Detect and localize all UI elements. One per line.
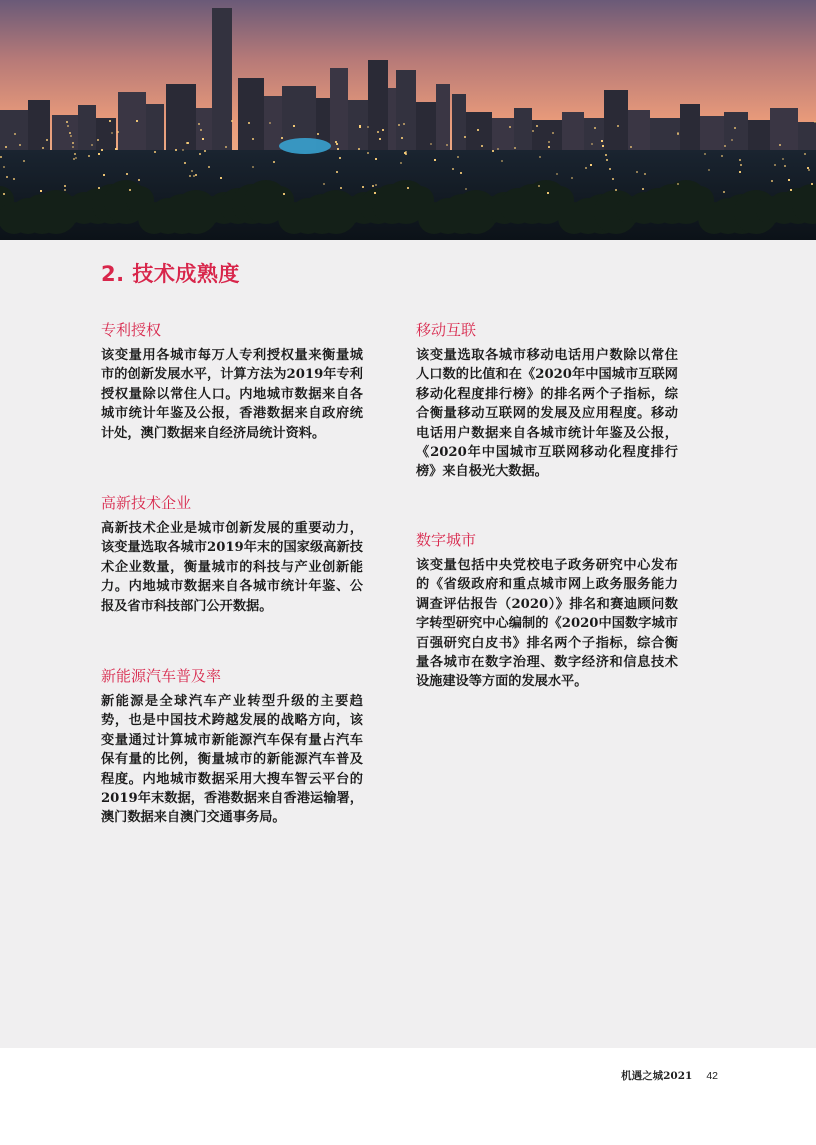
city-skyline-photo [0, 0, 816, 240]
heading-mobile: 移动互联 [416, 321, 477, 339]
heading-hightech: 高新技术企业 [101, 494, 192, 512]
right-block-mobile [416, 320, 678, 482]
page-footer [621, 1068, 718, 1083]
body-nev: 新能源是全球汽车产业转型升级的主要趋势，也是中国技术跨越发展的战略方向，该变量通过计算城市新能源汽车保有量占汽车保有量的比例，衡量城市的新能源汽车普及程度。内地城市数据采用大搜车智云平台的2019年末数据，香港数据来自香港运输署，澳门数据来自澳门交通事务局。 [101, 694, 363, 826]
body-patent: 该变量用各城市每万人专利授权量来衡量城市的创新发展水平，计算方法为2019年专利授权量除以常住人口。内地城市数据来自各城市统计年鉴及公报，香港数据来自政府统计处，澳门数据来自经济局统计资料。 [101, 348, 363, 441]
right-block-digital [416, 530, 678, 692]
heading-digital: 数字城市 [416, 531, 477, 549]
body-mobile: 该变量选取各城市移动电话用户数除以常住人口数的比值和在《2020年中国城市互联网移动化程度排行榜》的排名两个子指标，综合衡量移动互联网的发展及应用程度。移动电话用户数据来自各城市统计年鉴及公报，《2020年中国城市互联网移动化程度排行榜》来自极光大数据。 [416, 348, 678, 480]
body-digital: 该变量包括中央党校电子政务研究中心发布的《省级政府和重点城市网上政务服务能力调查评估报告（2020）》排名和赛迪顾问数字转型研究中心编制的《2020中国数字城市百强研究白皮书》排名两个子指标，综合衡量各城市在数字治理、数字经济和信息技术设施建设等方面的发展水平。 [416, 558, 678, 690]
footer-title: 机遇之城2021 [621, 1070, 693, 1082]
page-number: 42 [706, 1070, 718, 1082]
section-title: 2. 技术成熟度 [101, 262, 240, 286]
heading-patent: 专利授权 [101, 321, 162, 339]
left-block-nev [101, 666, 363, 828]
left-block-hightech [101, 493, 363, 616]
left-block-patent [101, 320, 363, 443]
heading-nev: 新能源汽车普及率 [101, 667, 222, 685]
body-hightech: 高新技术企业是城市创新发展的重要动力，该变量选取各城市2019年末的国家级高新技术企业数量，衡量城市的科技与产业创新能力。内地城市数据来自各城市统计年鉴、公报及省市科技部门公开数据。 [101, 521, 363, 614]
